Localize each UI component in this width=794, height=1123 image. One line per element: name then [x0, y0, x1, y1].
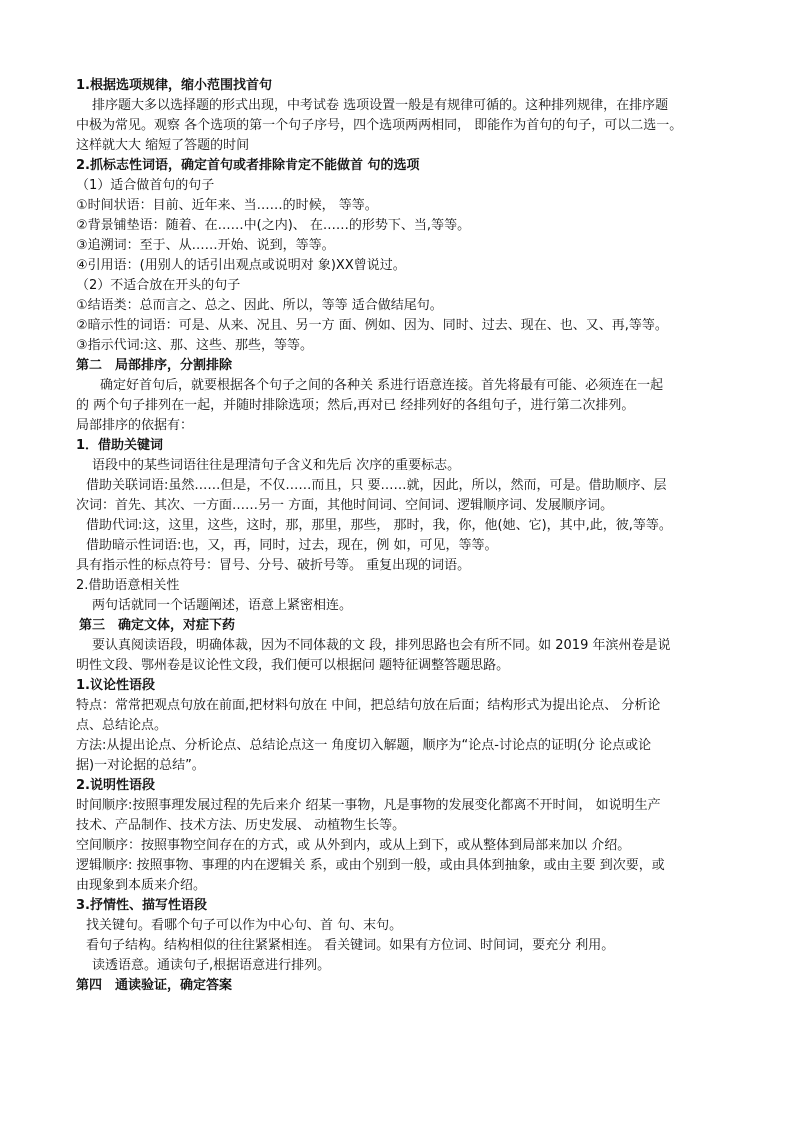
sub-heading: （1）适合做首句的句子 — [76, 178, 215, 193]
paragraph-line: 借助代词:这，这里，这些，这时，那，那里，那些， 那时，我，你，他(她、它)，其中,此，彼,等等。 — [86, 518, 672, 533]
paragraph-line: 看句子结构。结构相似的往往紧紧相连。 看关键词。如果有方位词、时间词，要充分 利用。 — [86, 938, 615, 953]
section-heading: 第二 局部排序，分割排除 — [76, 358, 233, 373]
paragraph-line: 方法:从提出论点、分析论点、总结论点这一 角度切入解题，顺序为“论点-讨论点的证明(分 论点或论 — [76, 738, 652, 753]
list-item: ②背景铺垫语：随着、在……中(之内)、 在……的形势下、当,等等。 — [76, 218, 471, 233]
paragraph-line: 具有指示性的标点符号：冒号、分号、破折号等。 重复出现的词语。 — [76, 558, 471, 573]
section-heading: 1．借助关键词 — [76, 438, 164, 453]
paragraph-line: 排序题大多以选择题的形式出现，中考试卷 选项设置一般是有规律可循的。这种排列规律，在排序题 — [92, 98, 669, 113]
paragraph-line: 次词：首先、其次、一方面……另一 方面，其他时间词、空间词、逻辑顺序词、发展顺序词。 — [76, 498, 614, 513]
sub-heading: 2.借助语意相关性 — [76, 578, 180, 593]
paragraph-line: 技术、产品制作、技术方法、历史发展、 动植物生长等。 — [76, 818, 406, 833]
paragraph-line: 要认真阅读语段，明确体裁，因为不同体裁的文 段，排列思路也会有所不同。如 2019 年滨州卷是说 — [92, 638, 671, 653]
section-heading: 第三 确定文体，对症下药 — [79, 618, 236, 633]
paragraph-line: 明性文段、鄂州卷是议论性文段，我们便可以根据问 题特征调整答题思路。 — [76, 658, 510, 673]
paragraph-line: 的 两个句子排列在一起，并随时排除选项；然后,再对已 经排列好的各组句子，进行第二次排列。 — [76, 398, 635, 413]
paragraph-line: 特点：常常把观点句放在前面,把材料句放在 中间，把总结句放在后面；结构形式为提出论点、 分析论 — [76, 698, 661, 713]
paragraph-line: 语段中的某些词语往往是理清句子含义和先后 次序的重要标志。 — [92, 458, 461, 473]
paragraph-line: 局部排序的依据有： — [76, 418, 194, 433]
paragraph-line: 点、总结论点。 — [76, 718, 168, 733]
list-item: ④引用语：(用别人的话引出观点或说明对 象)XX曾说过。 — [76, 258, 406, 273]
list-item: ①结语类：总而言之、总之、因此、所以，等等 适合做结尾句。 — [76, 298, 443, 313]
list-item: ②暗示性的词语：可是、从来、况且、另一方 面、例如、因为、同时、过去、现在、也、又、再,等等。 — [76, 318, 668, 333]
paragraph-line: 据)一对论据的总结”。 — [76, 758, 205, 773]
paragraph-line: 借助暗示性词语:也，又，再，同时，过去，现在，例 如，可见，等等。 — [86, 538, 498, 553]
section-heading: 3.抒情性、描写性语段 — [76, 898, 207, 913]
paragraph-line: 读透语意。通读句子,根据语意进行排列。 — [92, 958, 331, 973]
list-item: ①时间状语：目前、近年来、当……的时候， 等等。 — [76, 198, 378, 213]
paragraph-line: 找关键句。看哪个句子可以作为中心句、首 句、末句。 — [86, 918, 403, 933]
section-heading: 第四 通读验证，确定答案 — [76, 978, 233, 993]
list-item: ③追溯词：至于、从……开始、说到，等等。 — [76, 238, 335, 253]
section-heading: 2.抓标志性词语，确定首句或者排除肯定不能做首 句的选项 — [76, 158, 420, 173]
sub-heading: （2）不适合放在开头的句子 — [76, 278, 241, 293]
paragraph-line: 逻辑顺序: 按照事物、事理的内在逻辑关 系，或由个别到一般，或由具体到抽象，或由主要 到次要，或 — [76, 858, 665, 873]
paragraph-line: 由现象到本质来介绍。 — [76, 878, 207, 893]
paragraph-line: 空间顺序：按照事物空间存在的方式，或 从外到内，或从上到下，或从整体到局部来加以 介绍。 — [76, 838, 631, 853]
paragraph-line: 确定好首句后，就要根据各个句子之间的各种关 系进行语意连接。首先将最有可能、必须连在一起 — [100, 378, 664, 393]
paragraph-line: 借助关联词语:虽然……但是，不仅……而且，只 要……就，因此，所以，然而，可是。借助顺序、层 — [86, 478, 667, 493]
paragraph-line: 中极为常见。观察 各个选项的第一个句子序号，四个选项两两相同， 即能作为首句的句子，可以二选一。 — [76, 118, 683, 133]
paragraph-line: 两句话就同一个话题阐述，语意上紧密相连。 — [92, 598, 353, 613]
section-heading: 1.根据选项规律，缩小范围找首句 — [76, 78, 272, 93]
section-heading: 2.说明性语段 — [76, 778, 155, 793]
list-item: ③指示代词:这、那、这些、那些，等等。 — [76, 338, 314, 353]
section-heading: 1.议论性语段 — [76, 678, 155, 693]
paragraph-line: 时间顺序:按照事理发展过程的先后来介 绍某一事物，凡是事物的发展变化都离不开时间， 如说明生产 — [76, 798, 661, 813]
document-page — [76, 76, 728, 996]
paragraph-line: 这样就大大 缩短了答题的时间 — [76, 138, 250, 153]
